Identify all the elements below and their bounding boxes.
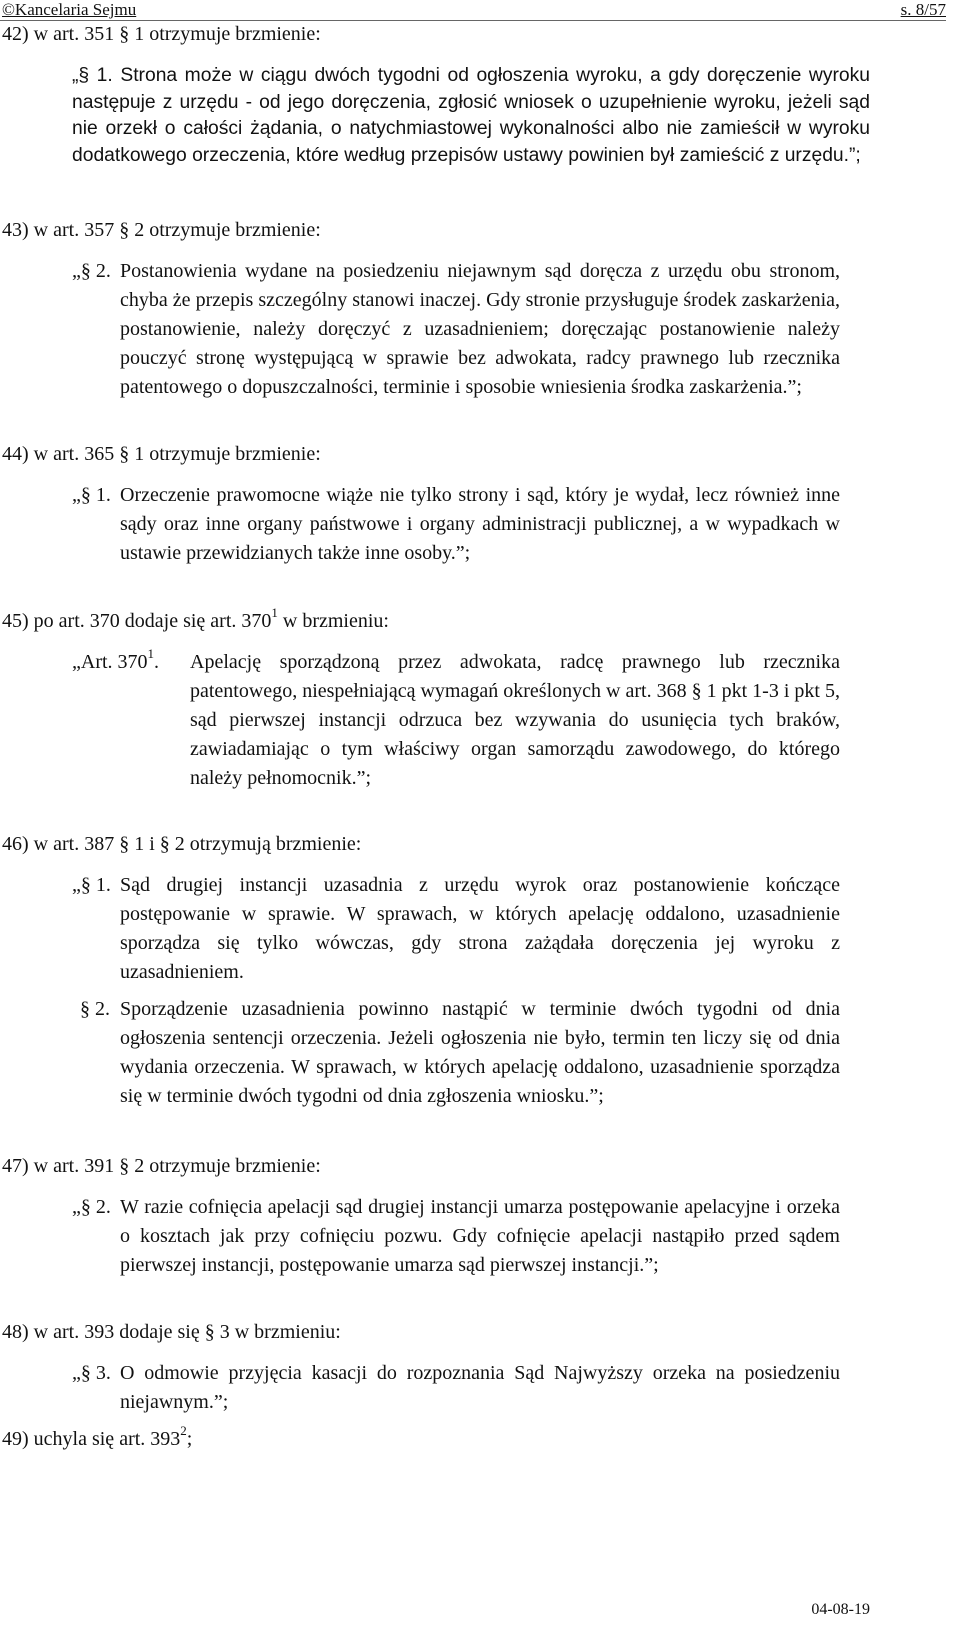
point-42-paragraph bbox=[72, 63, 870, 169]
point-46-p1-mark: „§ 1. bbox=[72, 874, 111, 896]
point-44-text: Orzeczenie prawomocne wiąże nie tylko strony i sąd, który je wydał, lecz również inne sądy oraz inne organy państwowe i organy administracji publicznej, a w wypadkach w ustawie przewidzianych także inne osoby.”; bbox=[120, 484, 840, 564]
footer-date: 04-08-19 bbox=[811, 1601, 870, 1618]
point-42-mark: „§ 1. bbox=[72, 65, 113, 86]
point-45-intro-sup: 1 bbox=[271, 605, 278, 621]
point-46-p1-text: Sąd drugiej instancji uzasadnia z urzędu wyrok oraz postanowienie kończące postępowanie w sprawie. W sprawach, w których apelację oddalono, uzasadnienie sporządza się tylko wówczas, gdy strona zażądała doręczenia jej wyroku z uzasadnieniem. bbox=[120, 874, 840, 983]
point-45-intro bbox=[2, 607, 389, 636]
point-43-intro: 43) w art. 357 § 2 otrzymuje brzmienie: bbox=[2, 219, 321, 241]
point-43-mark: „§ 2. bbox=[72, 260, 111, 282]
point-42-text: Strona może w ciągu dwóch tygodni od ogłoszenia wyroku, a gdy doręczenie wyroku następuje z urzędu - od jego doręczenia, zgłosić wniosek o uzupełnienie wyroku, jeżeli sąd nie orzekł o całości żądania, o natychmiastowej wykonalności albo nie zamieścił w wyroku dodatkowego orzeczenia, które według przepisów ustawy powinien był zamieścić z urzędu.”; bbox=[72, 65, 870, 166]
point-47-intro: 47) w art. 391 § 2 otrzymuje brzmienie: bbox=[2, 1155, 321, 1177]
point-49-intro-tail: ; bbox=[186, 1428, 193, 1450]
point-45-intro-tail: w brzmieniu: bbox=[277, 610, 389, 632]
point-45-mark-tail: . bbox=[154, 651, 160, 673]
header-copyright: ©Kancelaria Sejmu bbox=[2, 0, 137, 19]
point-43-text: Postanowienia wydane na posiedzeniu niejawnym sąd doręcza z urzędu obu stronom, chyba że przepis szczególny stanowi inaczej. Gdy stronie przysługuje środek zaskarżenia, postanowienie, należy doręczyć z uzasadnieniem; doręczając postanowienie należy pouczyć stronę występującą w sprawie bez adwokata, radcy prawnego lub rzecznika patentowego o dopuszczalności, terminie i sposobie wniesienia środka zaskarżenia.”; bbox=[120, 260, 840, 398]
point-45-text: Apelację sporządzoną przez adwokata, radcę prawnego lub rzecznika patentowego, niespełniającą wymagań określonych w art. 368 § 1 pkt 1-3 i pkt 5, sąd pierwszej instancji odrzuca bez wzywania do usunięcia tych braków, zawiadamiając o tym właściwy organ samorządu zawodowego, do którego należy pełnomocnik.”; bbox=[190, 651, 840, 789]
header-page-number: s. 8/57 bbox=[900, 0, 946, 19]
point-48-text: O odmowie przyjęcia kasacji do rozpoznania Sąd Najwyższy orzeka na posiedzeniu niejawnym.”; bbox=[120, 1362, 840, 1413]
point-47-text: W razie cofnięcia apelacji sąd drugiej instancji umarza postępowanie apelacyjne i orzeka o kosztach jak przy cofnięciu pozwu. Gdy cofnięcie apelacji nastąpiło przed sądem pierwszej instancji, postępowanie umarza sąd pierwszej instancji.”; bbox=[120, 1196, 840, 1276]
point-47-mark: „§ 2. bbox=[72, 1196, 111, 1218]
point-45-mark bbox=[72, 648, 159, 677]
point-49-intro bbox=[2, 1425, 192, 1454]
point-46-intro: 46) w art. 387 § 1 i § 2 otrzymują brzmienie: bbox=[2, 833, 362, 855]
point-48-intro: 48) w art. 393 dodaje się § 3 w brzmieniu: bbox=[2, 1321, 341, 1343]
point-45-mark-sup: 1 bbox=[147, 646, 155, 662]
point-44-intro: 44) w art. 365 § 1 otrzymuje brzmienie: bbox=[2, 443, 321, 465]
point-44-mark: „§ 1. bbox=[72, 484, 111, 506]
point-49-intro-sup: 2 bbox=[180, 1423, 187, 1439]
point-48-mark: „§ 3. bbox=[72, 1362, 111, 1384]
point-46-p2-mark: § 2. bbox=[80, 998, 110, 1020]
point-45-intro-text: 45) po art. 370 dodaje się art. 370 bbox=[2, 610, 272, 632]
point-42-intro: 42) w art. 351 § 1 otrzymuje brzmienie: bbox=[2, 23, 321, 45]
point-49-intro-text: 49) uchyla się art. 393 bbox=[2, 1428, 181, 1450]
point-46-p2-text: Sporządzenie uzasadnienia powinno nastąpić w terminie dwóch tygodni od dnia ogłoszenia sentencji orzeczenia. Jeżeli ogłoszenia nie było, termin ten liczy się od dnia wydania orzeczenia. W sprawach, w których apelację oddalono, uzasadnienie sporządza się w terminie dwóch tygodni od dnia zgłoszenia wniosku.”; bbox=[120, 998, 840, 1107]
point-45-mark-text: „Art. 370 bbox=[72, 651, 148, 673]
